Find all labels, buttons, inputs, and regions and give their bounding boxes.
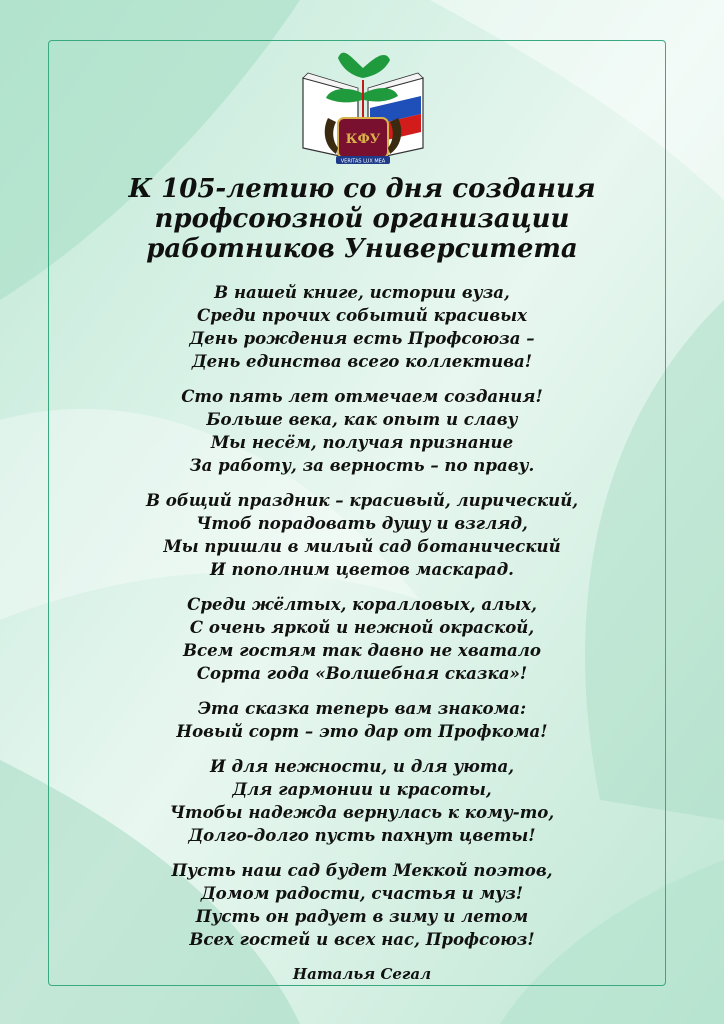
poem-line: Пусть наш сад будет Меккой поэтов, xyxy=(171,860,553,880)
poem-line: Для гармонии и красоты, xyxy=(232,779,492,799)
emblem-ribbon-text: VERITAS LUX MEA xyxy=(340,158,386,165)
title-line: К 105-летию со дня создания xyxy=(128,174,596,204)
poem-line: И пополним цветов маскарад. xyxy=(210,559,514,579)
poem-line: Среди жёлтых, коралловых, алых, xyxy=(187,594,537,614)
poem-stanza xyxy=(60,593,664,685)
poem-line: Долго-долго пусть пахнут цветы! xyxy=(188,825,536,845)
poem-stanza xyxy=(60,697,664,743)
poem-line: В нашей книге, истории вуза, xyxy=(214,282,510,302)
poem-line: День единства всего коллектива! xyxy=(191,351,533,371)
poem-line: Чтоб порадовать душу и взгляд, xyxy=(196,513,528,533)
page-title xyxy=(60,174,664,264)
poem-line: И для нежности, и для уюта, xyxy=(209,756,515,776)
poem-line: Больше века, как опыт и славу xyxy=(206,409,518,429)
poem-line: Сорта года «Волшебная сказка»! xyxy=(196,663,528,683)
poem-line: Новый сорт – это дар от Профкома! xyxy=(176,721,548,741)
title-line: работников Университета xyxy=(146,234,578,264)
poem-line: Пусть он радует в зиму и летом xyxy=(195,906,529,926)
poem-stanza xyxy=(60,385,664,477)
poem-line: В общий праздник – красивый, лирический, xyxy=(145,490,579,510)
poem-stanza xyxy=(60,755,664,847)
poem-line: Мы пришли в милый сад ботанический xyxy=(163,536,561,556)
poem-stanza xyxy=(60,489,664,581)
poem-line: За работу, за верность – по праву. xyxy=(189,455,535,475)
poem-line: Всех гостей и всех нас, Профсоюз! xyxy=(189,929,535,949)
poem-line: Мы несём, получая признание xyxy=(210,432,514,452)
poem-line: Среди прочих событий красивых xyxy=(196,305,527,325)
poem xyxy=(60,281,664,986)
poem-stanza xyxy=(60,281,664,373)
poem-line: Чтобы надежда вернулась к кому-то, xyxy=(169,802,555,822)
poem-author: Наталья Сегал xyxy=(292,965,432,983)
poem-line: Всем гостям так давно не хватало xyxy=(182,640,541,660)
poem-line: Домом радости, счастья и муз! xyxy=(200,883,524,903)
poem-stanza xyxy=(60,859,664,951)
emblem-text: КФУ xyxy=(345,132,381,147)
poem-line: День рождения есть Профсоюза – xyxy=(189,328,535,348)
poem-line: С очень яркой и нежной окраской, xyxy=(189,617,535,637)
title-line: профсоюзной организации xyxy=(154,204,570,234)
poem-line: Эта сказка теперь вам знакома: xyxy=(197,698,527,718)
profsoyuz-emblem-icon xyxy=(298,48,428,168)
poem-line: Сто пять лет отмечаем создания! xyxy=(181,386,543,406)
